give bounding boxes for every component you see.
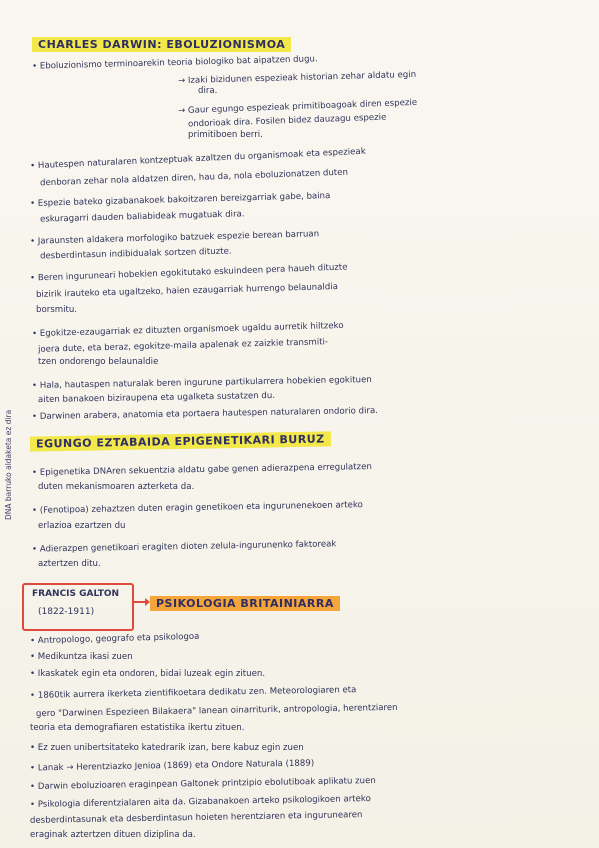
note-line: • Eboluzionismo terminoarekin teoria biologiko bat aipatzen dugu. — [31, 54, 318, 72]
margin-side-note: DNA barruko aldaketa ez dira — [4, 409, 13, 520]
note-line: • Ez zuen unibertsitateko katedrarik izan, bere kabuz egin zuen — [30, 743, 304, 753]
note-line: bizirik irauteko eta ugaltzeko, haien ezaugarriak hurrengo belaunaldia — [35, 282, 339, 300]
note-line: eraginak aztertzen dituen diziplina da. — [30, 830, 196, 840]
note-line: ondorioak dira. Fosilen bidez dauzagu espezie — [187, 112, 387, 130]
section-title-galton: PSIKOLOGIA BRITAINIARRA — [150, 596, 340, 611]
note-line: tzen ondorengo belaunaldie — [38, 357, 159, 367]
note-line: • Jaraunsten aldakera morfologiko batzuek espezie berean barruan — [29, 229, 320, 247]
note-line: • Medikuntza ikasi zuen — [30, 652, 133, 662]
note-line: • Psikologia diferentzialaren aita da. Gizabanakoen arteko psikologikoen arteko — [29, 794, 371, 810]
note-line: teoria eta demografiaren estatistika ikertu zituen. — [30, 723, 245, 733]
galton-name: FRANCIS GALTON — [32, 589, 120, 599]
note-line: erlazioa ezartzen du — [38, 521, 126, 531]
section-title-darwin: CHARLES DARWIN: EBOLUZIONISMOA — [32, 37, 291, 52]
note-line: • Antropologo, geografo eta psikologoa — [29, 631, 200, 647]
section-title-epigenetika: EGUNGO EZTABAIDA EPIGENETIKARI BURUZ — [30, 431, 331, 451]
note-line: • Epigenetika DNAren sekuentzia aldatu gabe genen adierazpena erregulatzen — [31, 462, 372, 478]
note-line: • Ikaskatek egin eta ondoren, bidai luzeak egin zituen. — [30, 669, 266, 679]
arrow-icon — [132, 601, 146, 603]
note-line: primitiboen berri. — [188, 130, 263, 140]
note-line: • Adierazpen genetikoari eragiten dioten zelula-ingurunenko faktoreak — [31, 539, 337, 555]
note-line: • (Fenotipoa) zehaztzen duten eragin genetikoen eta ingurunenekoen arteko — [31, 500, 363, 516]
note-line: • Lanak → Herentziazko Jenioa (1869) eta Ondore Naturala (1889) — [29, 758, 315, 774]
note-line: eskuragarri dauden baliabideak mugatuak dira. — [39, 209, 245, 225]
note-line: dira. — [198, 86, 218, 96]
note-line: • Egokitze-ezaugarriak ez dituzten organismoek ugaldu aurretik hiltzeko — [31, 320, 344, 340]
note-line: denboran zehar nola aldatzen diren, hau da, nola eboluzionatzen duten — [39, 167, 349, 189]
note-line: desberdintasun indibidualak sortzen dituzte. — [39, 246, 232, 262]
note-line: aiten banakoen biziraupena eta ugalketa sustatzen du. — [37, 390, 276, 406]
note-line: aztertzen ditu. — [38, 559, 101, 569]
note-line: → Izaki bizidunen espezieak historian zehar aldatu egin — [177, 69, 417, 87]
note-line: borsmitu. — [36, 305, 78, 315]
note-line: • Hautespen naturalaren kontzeptuak azaltzen du organismoak eta espezieak — [29, 146, 366, 172]
note-line: • Darwinen arabera, anatomia eta portaera hautespen naturalaren ondorio dira. — [31, 405, 379, 423]
note-line: joera dute, eta beraz, egokitze-maila apalenak ez zaizkie transmiti- — [37, 337, 329, 355]
note-line: duten mekanismoaren azterketa da. — [38, 482, 195, 492]
note-line: • Hala, hautaspen naturalak beren ingurune partikularrera hobekien egokituen — [31, 375, 372, 391]
galton-dates: (1822-1911) — [38, 607, 95, 617]
note-line: → Gaur egungo espezieak primitiboagoak diren espezie — [177, 97, 418, 117]
note-line: desberdintasunak eta desberdintasun hoieten herentziaren eta ingurunearen — [29, 810, 363, 826]
note-line: gero "Darwinen Espezieen Bilakaera" lanean oinarriturik, antropologia, herentziaren — [35, 702, 398, 720]
note-line: • 1860tik aurrera ikerketa zientifikoetara dedikatu zen. Meteorologiaren eta — [29, 685, 357, 701]
note-line: • Beren inguruneari hobekien egokitutako eskuindeen pera haueh dituzte — [29, 262, 348, 284]
note-line: • Darwin eboluzioaren eraginpean Galtonek printzipio ebolutiboak aplikatu zuen — [29, 775, 376, 793]
note-line: • Espezie bateko gizabanakoek bakoitzaren bereizgarriak gabe, baina — [29, 191, 331, 209]
galton-name-box — [22, 583, 134, 631]
